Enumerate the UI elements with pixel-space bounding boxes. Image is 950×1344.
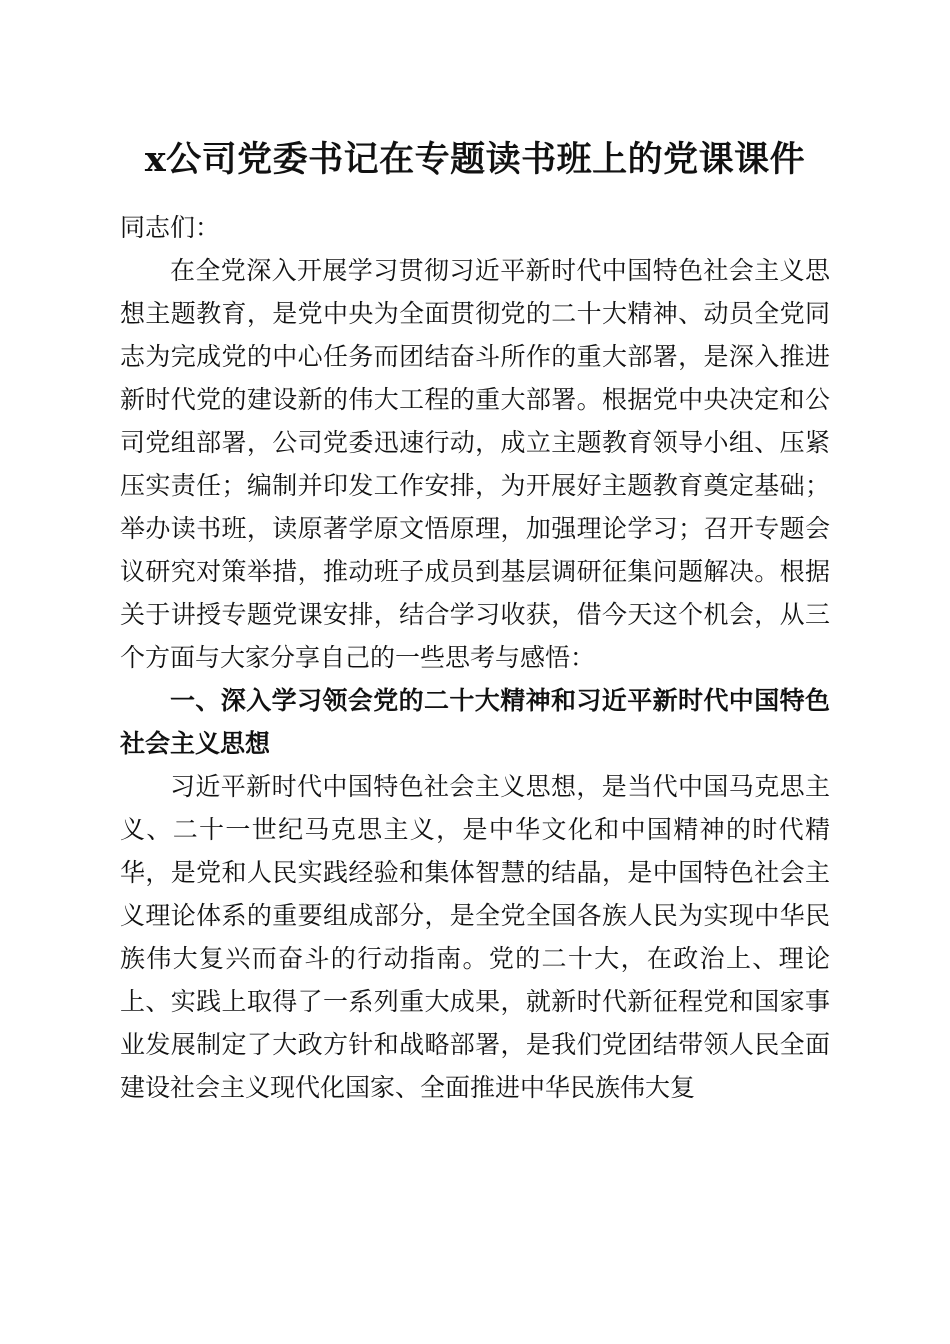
intro-paragraph: 在全党深入开展学习贯彻习近平新时代中国特色社会主义思想主题教育，是党中央为全面贯彻党的二十大精神、动员全党同志为完成党的中心任务而团结奋斗所作的重大部署，是深入推进新时代党的建设新的伟大工程的重大部署。根据党中央决定和公司党组部署，公司党委迅速行动，成立主题教育领导小组、压紧压实责任；编制并印发工作安排，为开展好主题教育奠定基础；举办读书班，读原著学原文悟原理，加强理论学习；召开专题会议研究对策举措，推动班子成员到基层调研征集问题解决。根据关于讲授专题党课安排，结合学习收获，借今天这个机会，从三个方面与大家分享自己的一些思考与感悟：	[120, 256, 830, 672]
document-body	[120, 206, 830, 1109]
document-title: x公司党委书记在专题读书班上的党课课件	[144, 139, 806, 180]
section-1-paragraph: 习近平新时代中国特色社会主义思想，是当代中国马克思主义、二十一世纪马克思主义，是中华文化和中国精神的时代精华，是党和人民实践经验和集体智慧的结晶，是中国特色社会主义理论体系的重要组成部分，是全党全国各族人民为实现中华民族伟大复兴而奋斗的行动指南。党的二十大，在政治上、理论上、实践上取得了一系列重大成果，就新时代新征程党和国家事业发展制定了大政方针和战略部署，是我们党团结带领人民全面建设社会主义现代化国家、全面推进中华民族伟大复	[120, 772, 830, 1102]
salutation: 同志们：	[120, 213, 221, 242]
section-heading-1: 一、深入学习领会党的二十大精神和习近平新时代中国特色社会主义思想	[120, 686, 830, 758]
